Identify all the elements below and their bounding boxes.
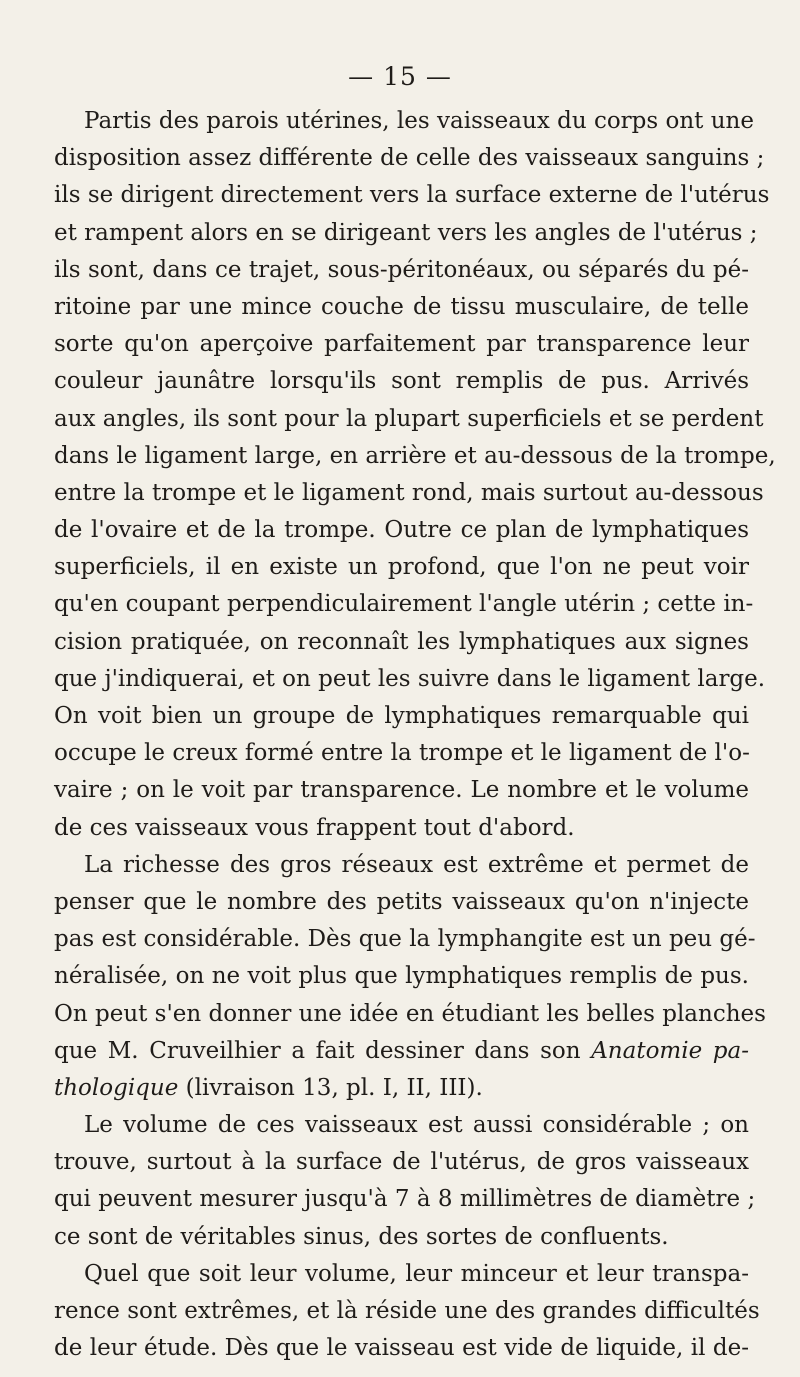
text-line: disposition assez différente de celle des vaisseaux sanguins ; [54,145,765,172]
text-line: rence sont extrêmes, et là réside une des grandes difficultés [54,1298,760,1324]
page-body-text [54,103,776,1367]
text-line: penser que le nombre des petits vaisseaux qu'on n'injecte [54,888,749,915]
text-line: de ces vaisseaux vous frappent tout d'abord. [54,814,575,841]
text-line: occupe le creux formé entre la trompe et le ligament de l'o- [54,740,750,767]
italic-title: thologique [54,1074,179,1101]
text-line [54,1070,749,1107]
text-line: ils se dirigent directement vers la surface externe de l'utérus [54,182,770,209]
text-line: pas est considérable. Dès que la lymphangite est un peu gé- [54,926,756,953]
text-line: néralisée, on ne voit plus que lymphatiques remplis de pus. [54,963,749,990]
text-line: Quel que soit leur volume, leur minceur et leur transpa- [84,1260,749,1287]
text-line: superficiels, il en existe un profond, que l'on ne peut voir [54,554,749,581]
text-line: ritoine par une mince couche de tissu musculaire, de telle [54,293,749,320]
text-line: On voit bien un groupe de lymphatiques remarquable qui [54,703,749,729]
text-line: aux angles, ils sont pour la plupart superficiels et se perdent [54,405,764,432]
text-line: Le volume de ces vaisseaux est aussi considérable ; on [84,1112,749,1139]
text-line: qui peuvent mesurer jusqu'à 7 à 8 millimètres de diamètre ; [54,1186,756,1213]
text-line: qu'en coupant perpendiculairement l'angle utérin ; cette in- [54,591,754,618]
text-run: que M. Cruveilhier a fait dessiner dans son [54,1037,581,1064]
text-line: On peut s'en donner une idée en étudiant les belles planches [54,1000,766,1027]
text-line: ce sont de véritables sinus, des sortes de confluents. [54,1223,669,1250]
text-line: trouve, surtout à la surface de l'utérus, de gros vaisseaux [54,1149,749,1176]
text-line: de leur étude. Dès que le vaisseau est vide de liquide, il de- [54,1335,749,1362]
text-line: vaire ; on le voit par transparence. Le nombre et le volume [54,777,749,804]
italic-title: Anatomie pa- [591,1037,750,1064]
page-number: — 15 — [348,62,452,91]
text-line: La richesse des gros réseaux est extrême et permet de [84,851,749,878]
text-line: Partis des parois utérines, les vaisseaux du corps ont une [84,108,754,134]
text-line [54,1033,749,1070]
text-line: que j'indiquerai, et on peut les suivre dans le ligament large. [54,665,766,692]
text-line: ils sont, dans ce trajet, sous-péritonéaux, ou séparés du pé- [54,256,749,283]
text-run: (livraison 13, pl. I, II, III). [185,1074,483,1101]
text-line: de l'ovaire et de la trompe. Outre ce plan de lymphatiques [54,517,749,544]
text-line: sorte qu'on aperçoive parfaitement par transparence leur [54,331,749,358]
text-line: cision pratiquée, on reconnaît les lymphatiques aux signes [54,628,749,655]
text-line: entre la trompe et le ligament rond, mais surtout au-dessous [54,479,764,506]
text-line: dans le ligament large, en arrière et au-dessous de la trompe, [54,442,776,469]
text-line: couleur jaunâtre lorsqu'ils sont remplis de pus. Arrivés [54,368,749,395]
text-line: et rampent alors en se dirigeant vers les angles de l'utérus ; [54,219,758,246]
